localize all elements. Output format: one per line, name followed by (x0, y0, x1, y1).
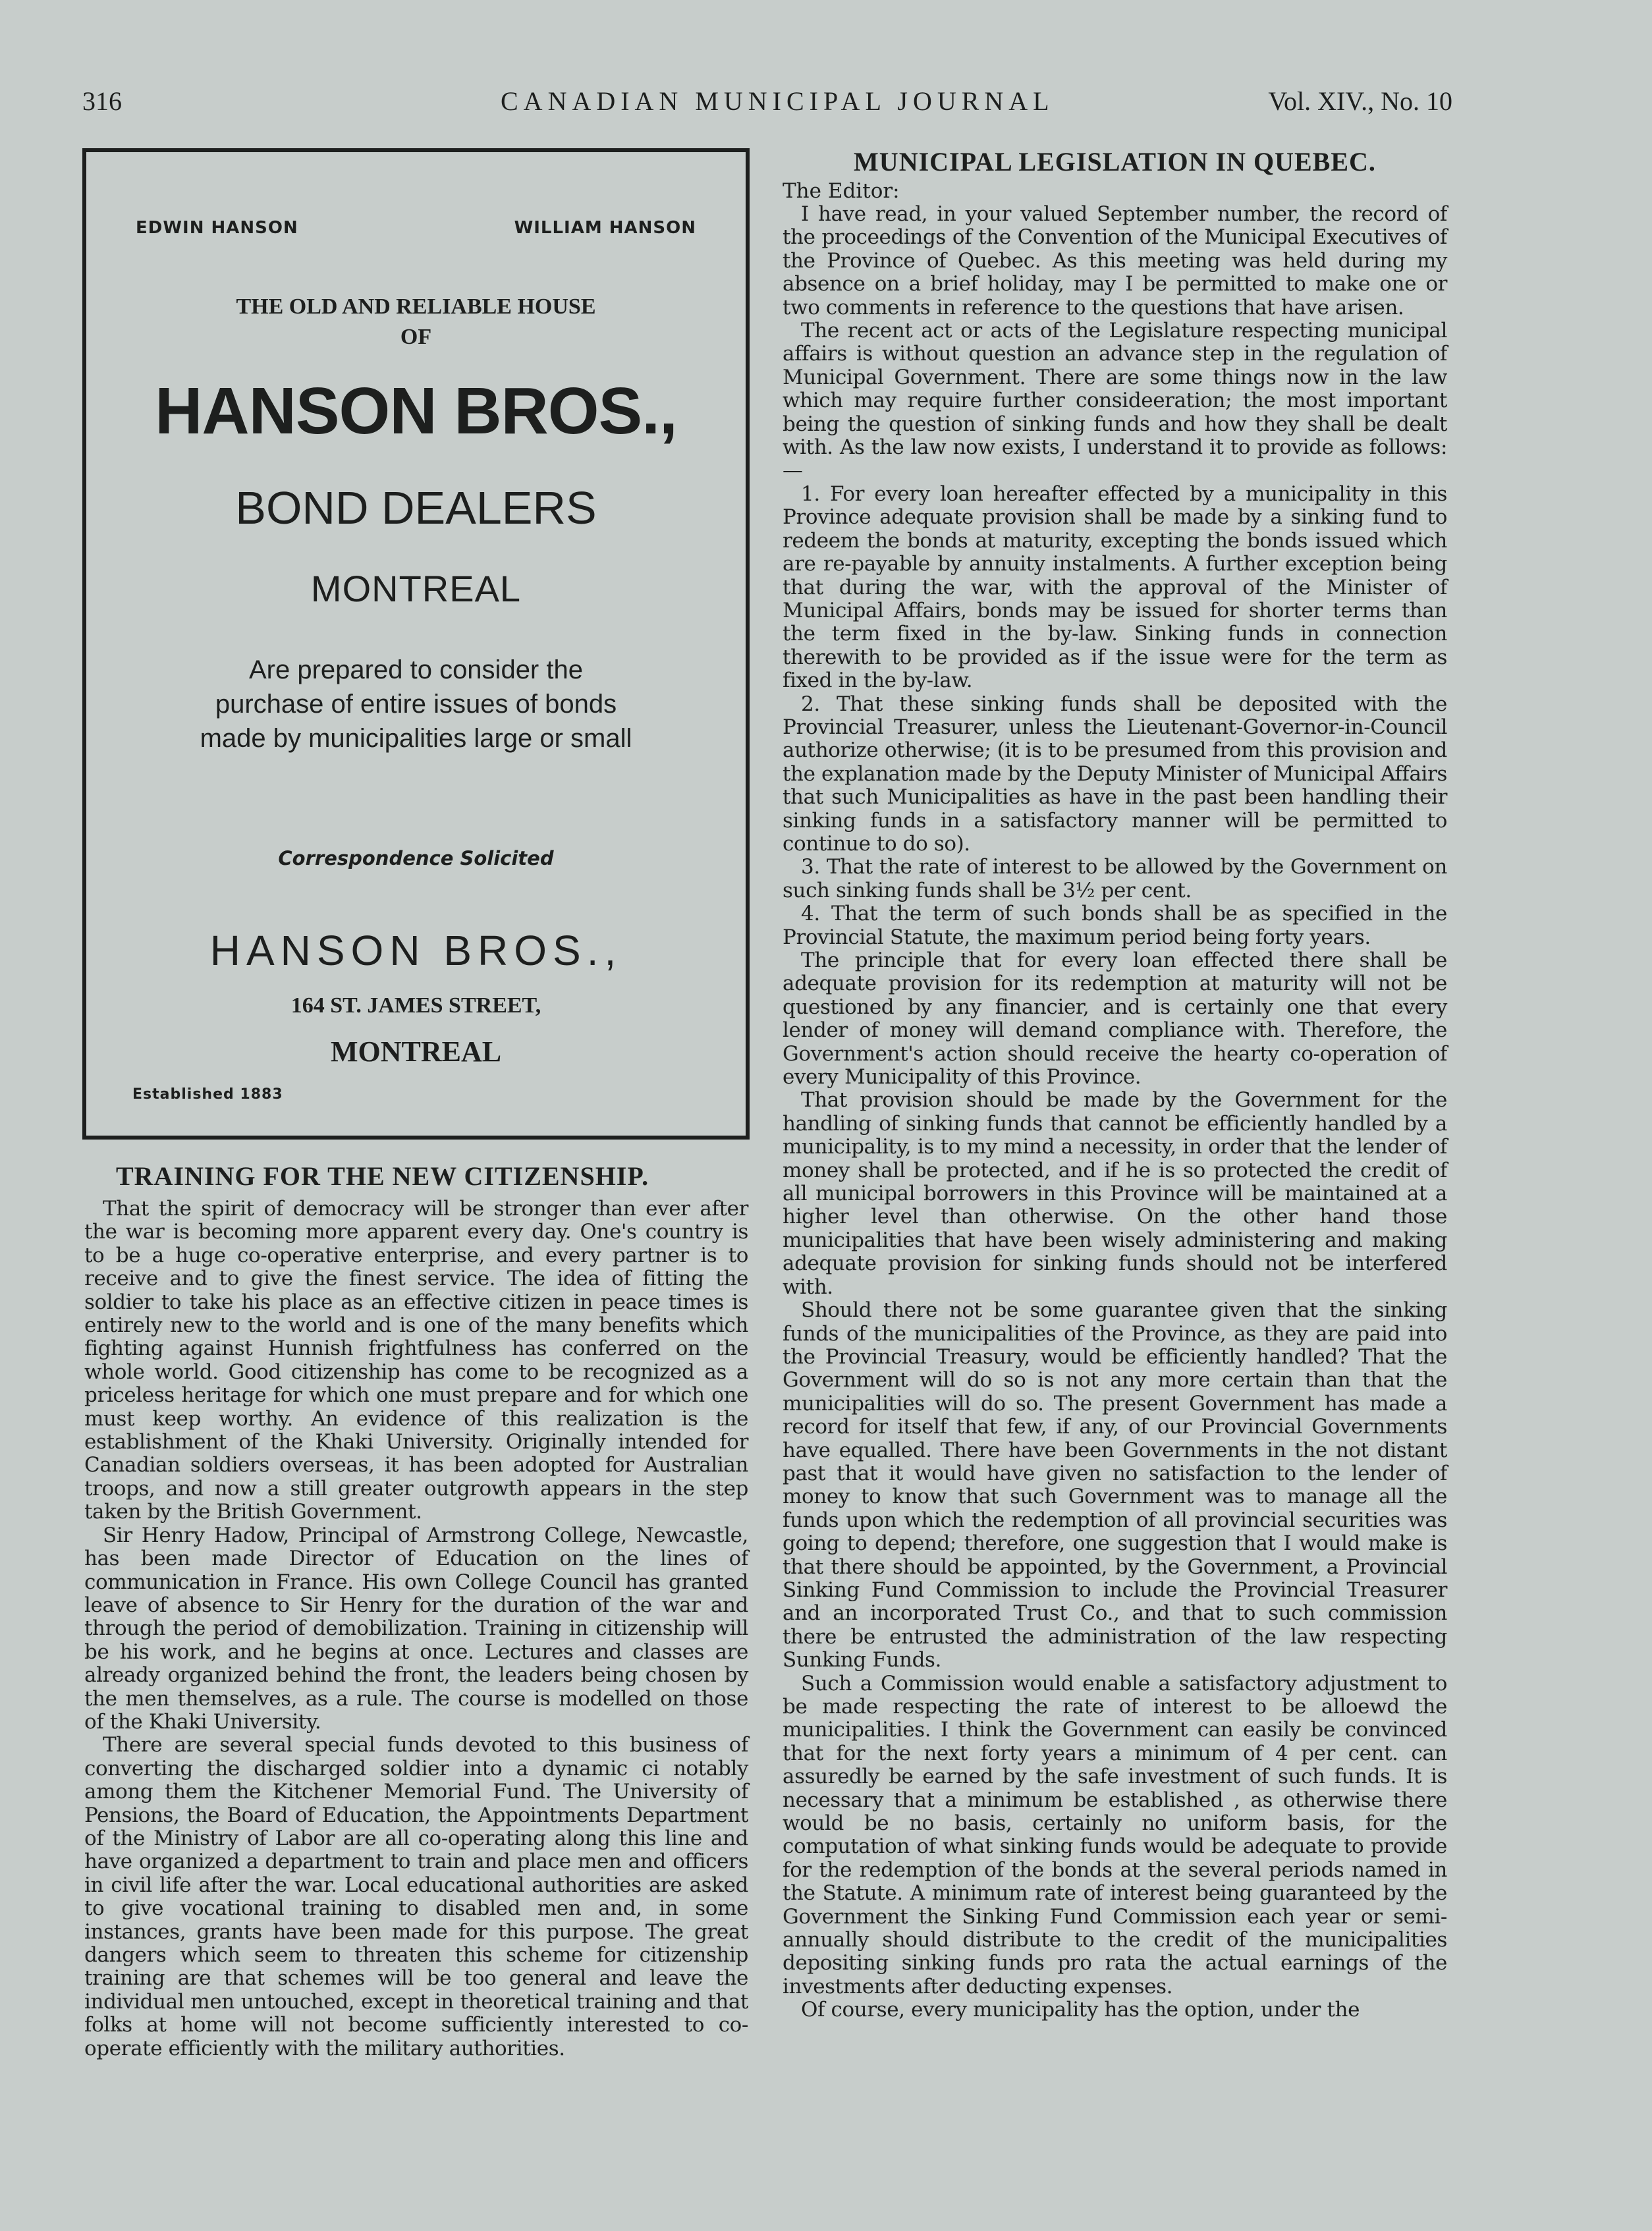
article-paragraph: I have read, in your valued September number, the record of the proceedings of the Convention of the Municipal Executives of the Province of Quebec. As this meeting was held during my absence on a brief holiday, may I be permitted to make one or two comments in reference to the questions that have arisen. (783, 202, 1447, 319)
journal-title: CANADIAN MUNICIPAL JOURNAL (501, 86, 1055, 116)
article-paragraph: Such a Commission would enable a satisfactory adjustment to be made respecting the rate of interest to be alloewd the municipalities. I think the Government can easily be convinced that for the next forty years a minimum of 4 per cent. can assuredly be earned by the safe investment of such funds. It is necessary that a minimum be established , as otherwise there would be no basis, certainly no uniform basis, for the computation of what sinking funds would be adequate to provide for the redemption of the bonds at the several periods named in the Statute. A minimum rate of interest being guaranteed by the Government the Sinking Fund Commission each year or semi-annually should distribute to the credit of the municipalities depositing sinking funds pro rata the actual earnings of the investments after deducting expenses. (783, 1671, 1447, 1998)
article-paragraph: That the spirit of democracy will be stronger than ever after the war is becoming more apparent every day. One's country is to be a huge co-operative enterprise, and every partner is to receive and to give the finest service. The idea of fitting the soldier to take his place as an effective citizen in peace times is entirely new to the world and is one of the many benefits which fighting against Hunnish frightfulness has conferred on the whole world. Good citizenship has come to be recognized as a priceless heritage for which one must prepare and for which one must keep worthy. An evidence of this realization is the establishment of the Khaki University. Originally intended for Canadian soldiers overseas, it has been adopted for Australian troops, and now a still greater outgrowth appears in the step taken by the British Government. (84, 1197, 748, 1524)
ad-correspondence: Correspondence Solicited (278, 847, 554, 869)
ad-business: BOND DEALERS (235, 482, 597, 534)
article-paragraph: 2. That these sinking funds shall be deposited with the Provincial Treasurer, unless the Lieutenant-Governor-in-Council authorize otherwise; (it is to be presumed from this provision and the explanation made by the Deputy Minister of Municipal Affairs that such Municipalities as have in the past been handling their sinking funds in a satisfactory manner will be permitted to continue to do so). (783, 692, 1447, 856)
article-title: TRAINING FOR THE NEW CITIZENSHIP. (116, 1161, 649, 1191)
article-title: MUNICIPAL LEGISLATION IN QUEBEC. (854, 147, 1376, 177)
ad-tagline-line2: OF (400, 325, 432, 349)
article-paragraph: Of course, every municipality has the option, under the (801, 1998, 1360, 2022)
page-number: 316 (82, 86, 122, 116)
article-paragraph: Should there not be some guarantee given that the sinking funds of the municipalities of the Province, as they are paid into the Provincial Treasury, would be efficiently handled? That the Government will do so is not any more certain than that the municipalities will do so. The present Government has made a record for itself that few, if any, of our Provincial Governments have equalled. There have been Governments in the not distant past that it would have given no satisfaction to the lender of money to know that such Government was to manage all the funds upon which the redemption of all provincial securities was going to depend; therefore, one suggestion that I would make is that there should be appointed, by the Government, a Provincial Sinking Fund Commission to include the Provincial Treasurer and an incorporated Trust Co., and that to such commission there be entrusted the administration of the law respecting Sunking Funds. (783, 1298, 1447, 1672)
ad-tagline-line1: THE OLD AND RELIABLE HOUSE (236, 294, 596, 319)
article-paragraph: 4. That the term of such bonds shall be as specified in the Provincial Statute, the maximum period being forty years. (783, 902, 1447, 949)
article-paragraph: The principle that for every loan effected there shall be adequate provision for its redemption at maturity will not be questioned by any financier, and is certainly one that every lender of money will demand compliance with. Therefore, the Government's action should receive the hearty co-operation of every Municipality of this Province. (783, 949, 1447, 1089)
article-paragraph: 1. For every loan hereafter effected by a municipality in this Province adequate provision shall be made by a sinking fund to redeem the bonds at maturity, excepting the bonds issued which are re-payable by annuity instalments. A further exception being that during the war, with the approval of the Minister of Municipal Affairs, bonds may be issued for shorter terms than the term fixed in the by-law. Sinking funds in connection therewith to be provided as if the issue were for the term as fixed in the by-law. (783, 482, 1447, 693)
hanson-bros-advertisement (82, 148, 750, 1140)
letter-salutation: The Editor: (783, 179, 900, 203)
ad-address: 164 ST. JAMES STREET, (290, 993, 541, 1018)
ad-city: MONTREAL (310, 568, 522, 609)
article-paragraph: The recent act or acts of the Legislature respecting municipal affairs is without question an advance step in the regulation of Municipal Government. There are some things now in the law which may require further consideeration; the most important being the question of sinking funds and how they shall be dealt with. As the law now exists, I understand it to provide as follows:— (783, 319, 1447, 483)
article-paragraph: Sir Henry Hadow, Principal of Armstrong College, Newcastle, has been made Director of Education on the lines of communication in France. His own College Council has granted leave of absence to Sir Henry for the duration of the war and through the period of demobilization. Training in citizenship will be his work, and he begins at once. Lectures and classes are already organized behind the front, the leaders being chosen by the men themselves, as a rule. The course is modelled on those of the Khaki University. (84, 1523, 748, 1734)
ad-firm-name: HANSON BROS., (155, 374, 677, 448)
partner-left: EDWIN HANSON (136, 218, 298, 238)
ad-offer: Are prepared to consider the purchase of entire issues of bonds made by municipalities large or small (200, 655, 632, 753)
page-header (82, 86, 1452, 125)
partner-right: WILLIAM HANSON (514, 218, 696, 238)
article-paragraph: 3. That the rate of interest to be allowed by the Government on such sinking funds shall be 3½ per cent. (783, 855, 1447, 902)
article-paragraph: That provision should be made by the Government for the handling of sinking funds that cannot be efficiently handled by a municipality, is to my mind a necessity, in order that the lender of money shall be protected, and if he is so protected the credit of all municipal borrowers in this Province will be maintained at a higher level than otherwise. On the other hand those municipalities that have been wisely administering and making adequate provision for sinking funds should not be interfered with. (783, 1088, 1447, 1299)
article-paragraph: There are several special funds devoted to this business of converting the discharged soldier into a dynamic ci notably among them the Kitchener Memorial Fund. The University of Pensions, the Board of Education, the Appointments Department of the Ministry of Labor are all co-operating along this line and have organized a department to train and place men and officers in civil life after the war. Local educational authorities are asked to give vocational training to disabled men and, in some instances, grants have been made for this purpose. The great dangers which seem to threaten this scheme for citizenship training are that schemes will be too general and leave the individual men untouched, except in theoretical training and that folks at home will not become sufficiently interested to co-operate efficiently with the military authorities. (84, 1733, 748, 2060)
ad-firm-name-2: HANSON BROS., (209, 927, 622, 974)
volume-number: Vol. XIV., No. 10 (1268, 86, 1452, 116)
ad-established: Established 1883 (132, 1086, 283, 1103)
ad-tagline (86, 292, 746, 352)
article-municipal-legislation (783, 146, 1447, 2022)
ad-address-city: MONTREAL (330, 1035, 502, 1068)
article-training-citizenship (84, 1161, 748, 2060)
